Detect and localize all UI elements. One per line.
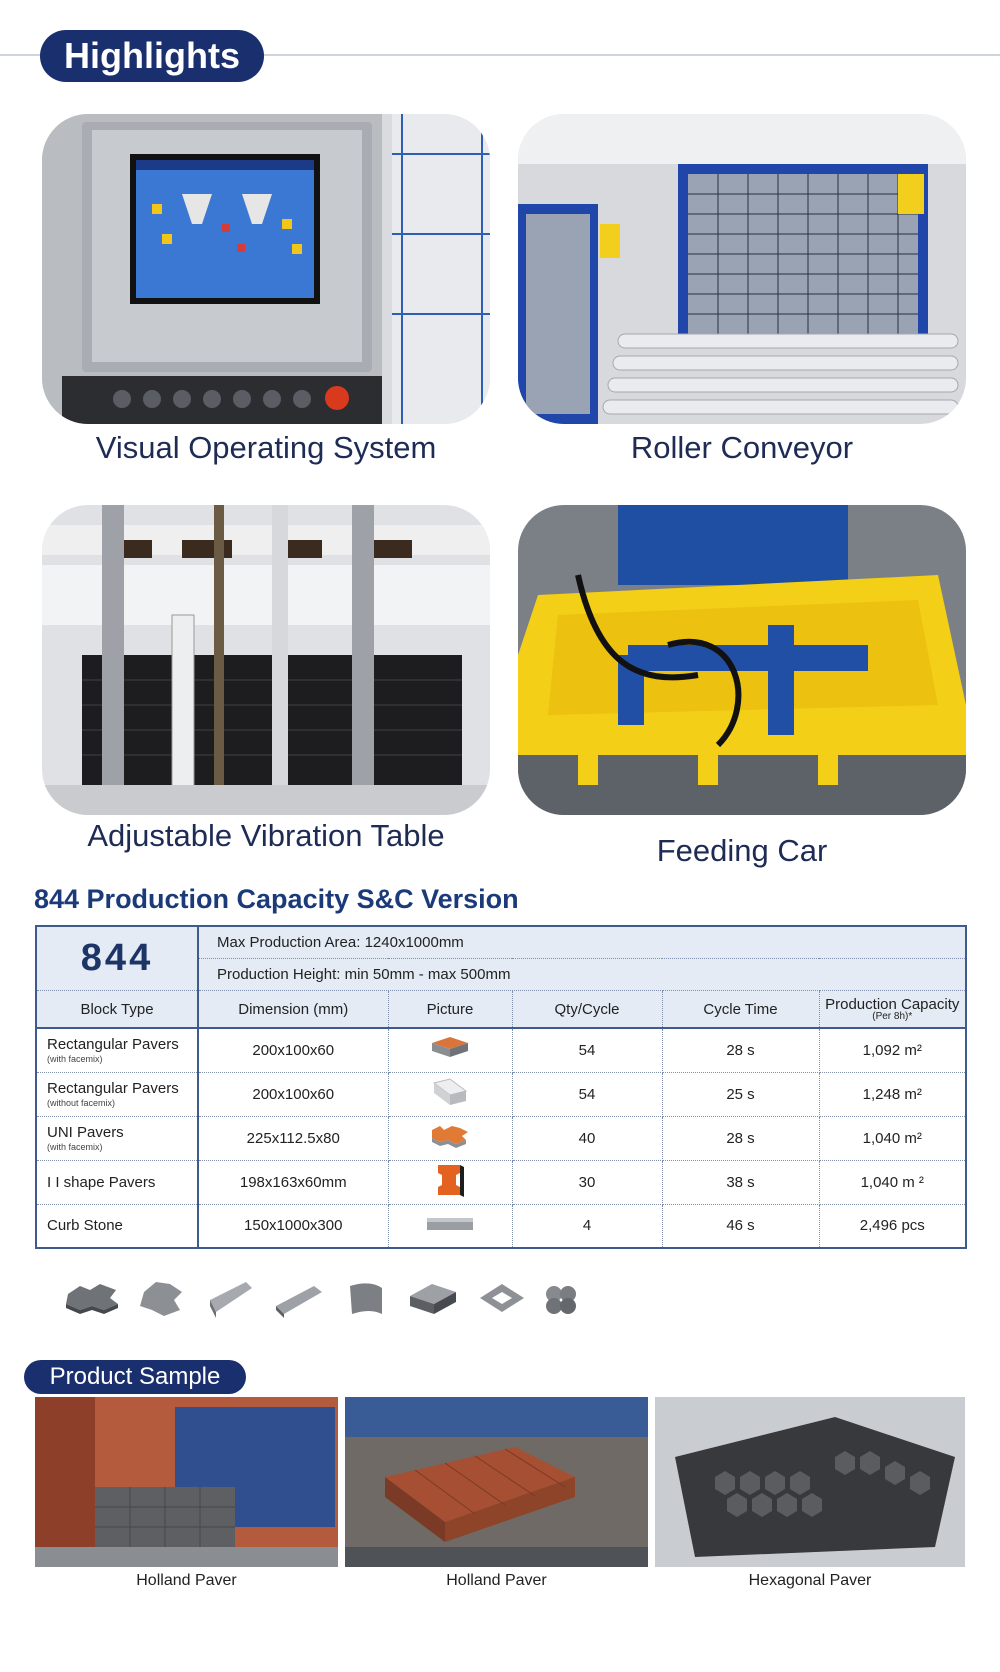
picture-cell (388, 1160, 512, 1204)
capacity-cell: 1,092 m² (819, 1028, 966, 1072)
header-dimension: Dimension (mm) (198, 991, 388, 1029)
qty-cell: 4 (512, 1204, 662, 1248)
product-sample-photos (35, 1397, 965, 1567)
circle-paver-icon (546, 1286, 576, 1314)
block-type: Rectangular Pavers (47, 1080, 179, 1097)
curved-block-icon (350, 1283, 382, 1314)
cross-paver-icon (140, 1282, 182, 1316)
sample-caption: Holland Paver (446, 1572, 547, 1589)
dimension-cell: 225x112.5x80 (198, 1116, 388, 1160)
table-header-row (36, 991, 966, 1029)
caption-adjustable-vibration-table: Adjustable Vibration Table (87, 818, 445, 853)
picture-cell (388, 1204, 512, 1248)
header-qty-cycle: Qty/Cycle (512, 991, 662, 1029)
curb-block-icon (210, 1282, 252, 1318)
table-row (36, 1072, 966, 1116)
qty-cell: 54 (512, 1072, 662, 1116)
feeding-car-photo (518, 505, 966, 815)
roller-conveyor-photo (518, 114, 966, 424)
sample-caption: Hexagonal Paver (748, 1572, 872, 1589)
interlock-paver-icon (66, 1284, 118, 1314)
capacity-cell: 1,248 m² (819, 1072, 966, 1116)
vibration-table-photo (42, 505, 490, 815)
product-sample-title: Product Sample (24, 1360, 246, 1394)
caption-feeding-car: Feeding Car (656, 833, 828, 868)
holland-paver-photo-2 (345, 1397, 648, 1567)
sample-caption: Holland Paver (136, 1572, 237, 1589)
curb-stone-icon (425, 1216, 475, 1232)
operating-panel-photo (42, 114, 490, 424)
header-production-capacity (819, 991, 966, 1029)
table-row (36, 1204, 966, 1248)
header-picture: Picture (388, 991, 512, 1029)
dimension-cell: 200x100x60 (198, 1072, 388, 1116)
block-type-note: (without facemix) (47, 1098, 116, 1108)
block-type: UNI Pavers (47, 1124, 124, 1141)
hexagonal-paver-photo (655, 1397, 965, 1567)
cycle-cell: 28 s (662, 1028, 819, 1072)
dimension-cell: 150x1000x300 (198, 1204, 388, 1248)
cycle-cell: 38 s (662, 1160, 819, 1204)
table-row (36, 1116, 966, 1160)
uni-paver-icon (428, 1122, 472, 1150)
block-type: Curb Stone (47, 1217, 123, 1235)
qty-cell: 54 (512, 1028, 662, 1072)
qty-cell: 40 (512, 1116, 662, 1160)
header-cycle-time: Cycle Time (662, 991, 819, 1029)
picture-cell (388, 1072, 512, 1116)
picture-cell (388, 1028, 512, 1072)
caption-visual-operating-system: Visual Operating System (95, 430, 437, 465)
model-number: 844 (36, 926, 198, 991)
rectangular-paver-facemix-icon (428, 1035, 472, 1061)
production-height: Production Height: min 50mm - max 500mm (198, 959, 966, 991)
rectangular-paver-plain-icon (428, 1077, 472, 1107)
capacity-title: 844 Production Capacity S&C Version (34, 884, 519, 914)
header-capacity-note: (Per 8h)* (872, 1010, 913, 1022)
block-type-note: (with facemix) (47, 1142, 103, 1152)
grass-paver-icon (480, 1284, 524, 1312)
qty-cell: 30 (512, 1160, 662, 1204)
cycle-cell: 46 s (662, 1204, 819, 1248)
highlights-title: Highlights (40, 30, 264, 82)
edging-block-icon (276, 1286, 322, 1318)
capacity-cell: 2,496 pcs (819, 1204, 966, 1248)
header-capacity-label: Production Capacity (825, 995, 960, 1013)
table-row (36, 1028, 966, 1072)
block-type: I I shape Pavers (47, 1173, 156, 1191)
max-production-area: Max Production Area: 1240x1000mm (198, 926, 966, 959)
corner-block-icon (410, 1284, 456, 1314)
dimension-cell: 198x163x60mm (198, 1160, 388, 1204)
capacity-cell: 1,040 m² (819, 1116, 966, 1160)
block-type-note: (with facemix) (47, 1054, 103, 1065)
picture-cell (388, 1116, 512, 1160)
capacity-table (35, 925, 967, 1249)
holland-paver-photo-1 (35, 1397, 338, 1567)
caption-roller-conveyor: Roller Conveyor (630, 430, 854, 465)
block-shapes-row (60, 1272, 620, 1322)
dimension-cell: 200x100x60 (198, 1028, 388, 1072)
cycle-cell: 28 s (662, 1116, 819, 1160)
i-shape-paver-icon (432, 1163, 468, 1197)
block-type: Rectangular Pavers (47, 1036, 179, 1054)
table-row (36, 1160, 966, 1204)
cycle-cell: 25 s (662, 1072, 819, 1116)
header-block-type: Block Type (36, 991, 198, 1029)
capacity-cell: 1,040 m ² (819, 1160, 966, 1204)
